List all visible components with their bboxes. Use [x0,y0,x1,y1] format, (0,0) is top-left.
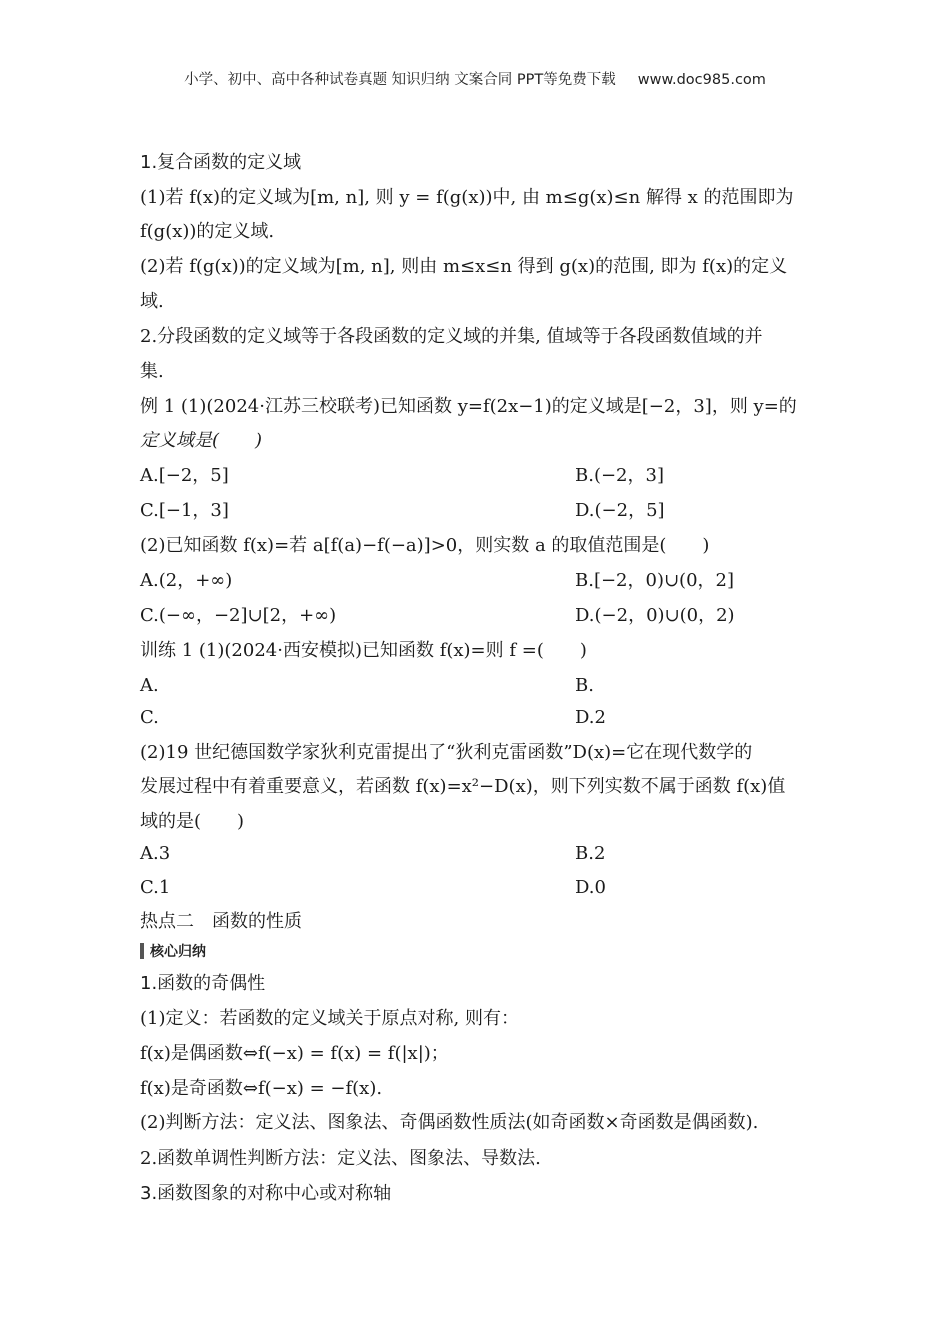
hotspot-heading: 热点二 函数的性质 [140,911,302,932]
option-row [140,464,664,488]
option-b: B.[−2，0)∪(0，2] [575,570,735,591]
option-a: A. [140,675,159,696]
text-line: (2)判断方法：定义法、图象法、奇偶函数性质法(如奇函数×奇函数是偶函数). [140,1112,759,1133]
text-line: 定义域是( ) [140,430,263,451]
option-a: A.[−2，5] [140,465,229,486]
text-line: (2)已知函数 f(x)=若 a[f(a)−f(−a)]>0，则实数 a 的取值范围是( ) [140,535,710,556]
option-d: D.0 [575,877,606,898]
option-c: C.1 [140,877,171,898]
text-line: (2)19 世纪德国数学家狄利克雷提出了“狄利克雷函数”D(x)=它在现代数学的 [140,742,753,763]
text-line: 2.函数单调性判断方法：定义法、图象法、导数法. [140,1148,541,1169]
option-d: D.2 [575,707,606,728]
option-c: C.(−∞，−2]∪[2，+∞) [140,605,337,626]
practice-title: 训练 1 (1)(2024·西安模拟)已知函数 f(x)=则 f =( ) [140,640,587,661]
tag-label: 核心归纳 [150,944,206,960]
option-a: A.3 [140,843,171,864]
option-d: D.(−2，0)∪(0，2) [575,605,735,626]
header-site-text: 小学、初中、高中各种试卷真题 知识归纳 文案合同 PPT等免费下载 [184,72,616,88]
option-row [140,876,606,900]
option-b: B. [575,675,594,696]
page-header [0,68,950,89]
option-d: D.(−2，5] [575,500,665,521]
text-line: 域. [140,291,164,312]
example-title: 例 1 (1)(2024·江苏三校联考)已知函数 y=f(2x−1)的定义域是[−2，3]，则 y=的 [140,396,797,417]
text-line: 集. [140,361,164,382]
option-row [140,706,606,730]
option-row [140,674,594,698]
option-row [140,499,665,523]
text-line: (2)若 f(g(x))的定义域为[m, n], 则由 m≤x≤n 得到 g(x)的范围, 即为 f(x)的定义 [140,256,788,277]
option-row [140,842,606,866]
header-url[interactable]: www.doc985.com [637,72,766,88]
text-line: 2.分段函数的定义域等于各段函数的定义域的并集, 值域等于各段函数值域的并 [140,326,763,347]
option-a: A.(2，+∞) [140,570,233,591]
option-b: B.2 [575,843,606,864]
section-heading: 1.复合函数的定义域 [140,152,302,173]
text-line: (1)若 f(x)的定义域为[m, n], 则 y = f(g(x))中, 由 m≤g(x)≤n 解得 x 的范围即为 [140,187,794,208]
option-row [140,569,735,593]
option-row [140,604,735,628]
option-b: B.(−2，3] [575,465,664,486]
text-line: f(x)是偶函数⇔f(−x) = f(x) = f(|x|)； [140,1043,449,1064]
option-c: C.[−1，3] [140,500,229,521]
tag-bar [140,943,144,959]
text-line: 发展过程中有着重要意义，若函数 f(x)=x²−D(x)，则下列实数不属于函数 f(x)值 [140,776,786,797]
core-summary-tag [140,942,206,960]
text-line: f(g(x))的定义域. [140,221,275,242]
text-line: 域的是( ) [140,811,245,832]
section-heading: 3.函数图象的对称中心或对称轴 [140,1183,392,1204]
text-line: f(x)是奇函数⇔f(−x) = −f(x). [140,1078,383,1099]
option-c: C. [140,707,159,728]
section-heading: 1.函数的奇偶性 [140,973,266,994]
text-line: (1)定义：若函数的定义域关于原点对称, 则有： [140,1008,519,1029]
